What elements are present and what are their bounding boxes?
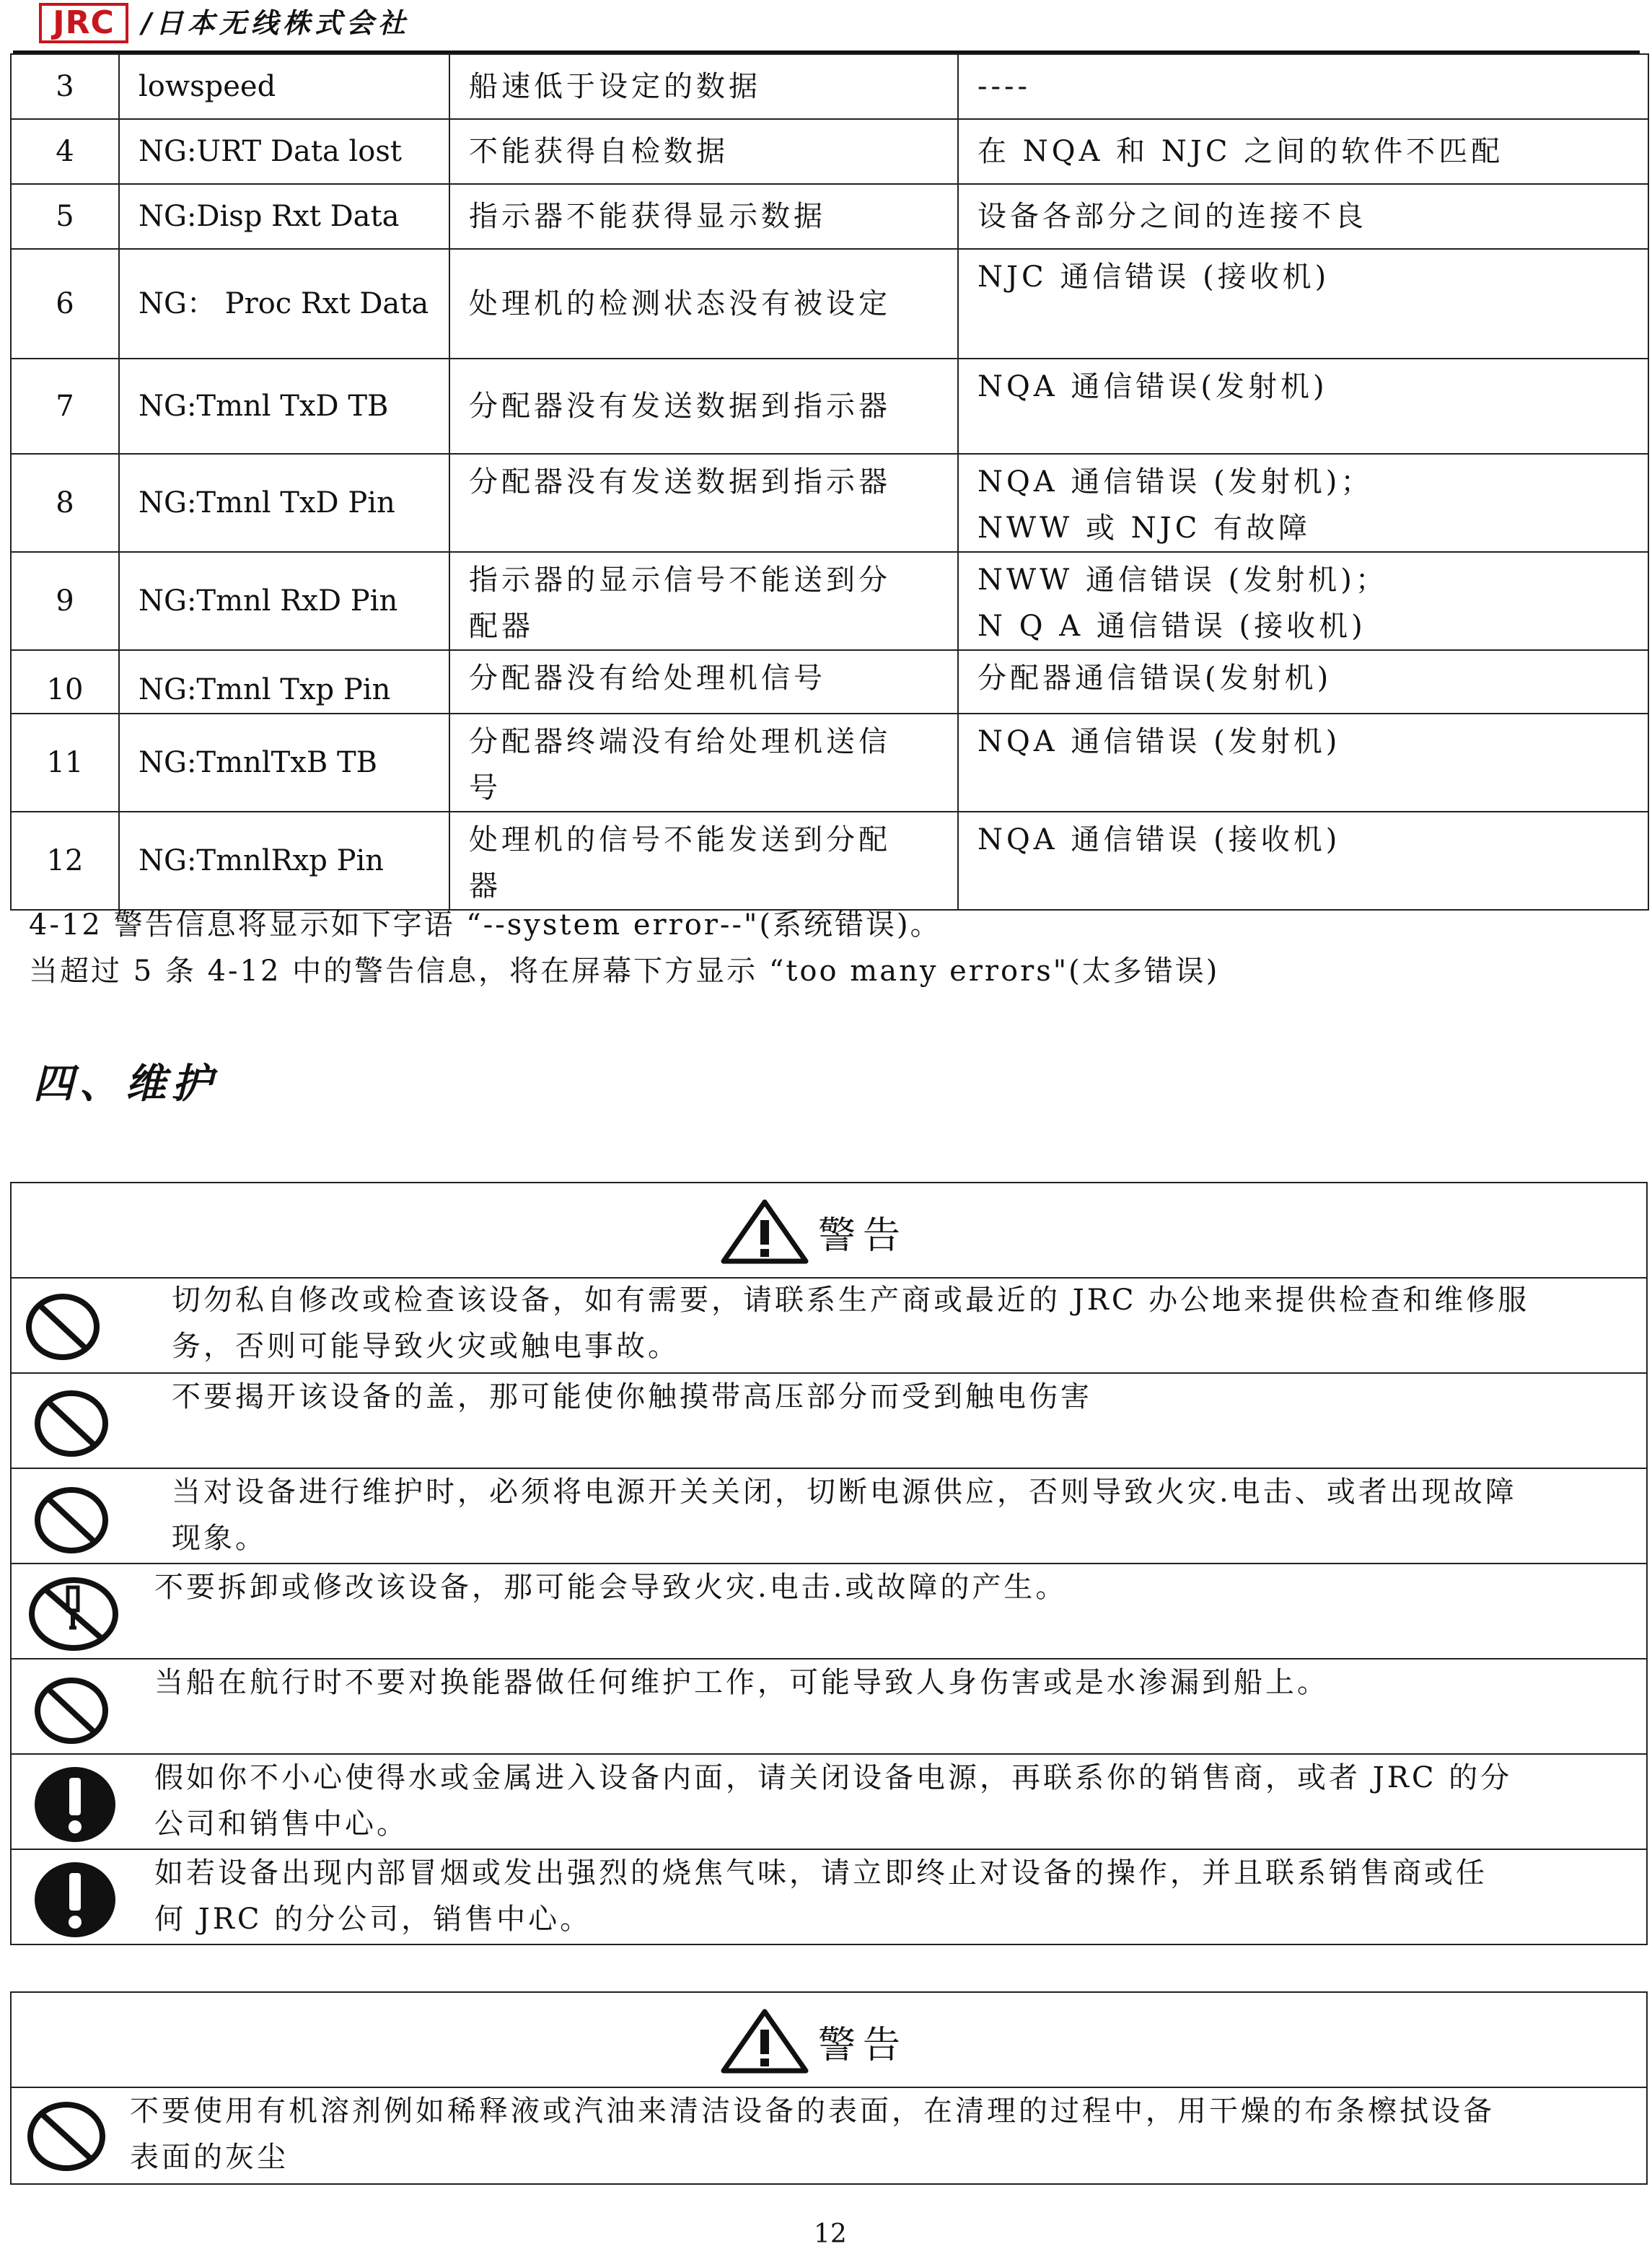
warning-text — [172, 1469, 1630, 1561]
warning-title: 警告 — [818, 2023, 908, 2067]
error-code: NG:TmnlRxp Pin — [119, 812, 449, 910]
prohibition-icon — [33, 1388, 110, 1459]
error-description — [449, 552, 958, 650]
row-number: 5 — [11, 184, 119, 249]
cause-line: NWW 或 NJC 有故障 — [977, 512, 1312, 545]
warning-text-line: 务，否则可能导致火灾或触电事故。 — [172, 1330, 680, 1363]
table-row — [11, 812, 1648, 910]
warning-text-line: 当船在航行时不要对换能器做任何维护工作，可能导致人身伤害或是水渗漏到船上。 — [154, 1666, 1329, 1699]
error-cause: NQA 通信错误 (接收机) — [958, 812, 1648, 910]
warning-item — [12, 1277, 1646, 1374]
error-cause: 在 NQA 和 NJC 之间的软件不匹配 — [958, 119, 1648, 184]
note-line: 4-12 警告信息将显示如下字语 “--system error--"(系统错误)。 — [29, 908, 941, 942]
warning-item — [12, 1659, 1646, 1755]
error-cause: ---- — [958, 54, 1648, 119]
error-cause: NQA 通信错误(发射机) — [958, 359, 1648, 454]
warning-triangle-icon — [720, 1198, 809, 1265]
warning-text — [172, 1277, 1630, 1369]
warning-text-line: 如若设备出现内部冒烟或发出强烈的烧焦气味，请立即终止对设备的操作，并且联系销售商或任 — [154, 1856, 1488, 1890]
error-code: NG： Proc Rxt Data — [119, 249, 449, 359]
warning-item — [12, 2087, 1646, 2185]
error-cause — [958, 454, 1648, 552]
description-line: 指示器的显示信号不能送到分 — [469, 564, 891, 597]
error-code: NG:Tmnl TxD TB — [119, 359, 449, 454]
warning-text — [154, 1755, 1630, 1847]
table-row — [11, 454, 1648, 552]
cause-line: NWW 通信错误 (发射机)； — [977, 564, 1388, 597]
warning-header — [12, 1183, 1646, 1279]
table-row — [11, 54, 1648, 119]
error-description: 不能获得自检数据 — [449, 119, 958, 184]
warning-text-line: 当对设备进行维护时，必须将电源开关关闭，切断电源供应，否则导致火灾.电击、或者出现故障 — [172, 1475, 1517, 1509]
row-number: 8 — [11, 454, 119, 552]
error-description: 分配器没有发送数据到指示器 — [449, 359, 958, 454]
warning-text-line: 切勿私自修改或检查该设备，如有需要，请联系生产商或最近的 JRC 办公地来提供检查和维修服 — [172, 1284, 1530, 1317]
prohibition-icon — [25, 1292, 101, 1362]
no-disassembly-icon — [27, 1576, 120, 1652]
warning-triangle-icon — [720, 2008, 809, 2074]
error-description: 分配器没有给处理机信号 — [449, 650, 958, 714]
warning-box — [10, 1182, 1648, 1945]
error-description: 分配器没有发送数据到指示器 — [449, 454, 958, 552]
warning-text-line: 假如你不小心使得水或金属进入设备内面，请关闭设备电源，再联系你的销售商，或者 JRC 的分 — [154, 1761, 1513, 1794]
error-cause: NJC 通信错误 (接收机) — [958, 249, 1648, 359]
row-number: 11 — [11, 714, 119, 812]
table-row — [11, 714, 1648, 812]
warning-text-line: 不要揭开该设备的盖，那可能使你触摸带高压部分而受到触电伤害 — [172, 1380, 1092, 1413]
row-number: 6 — [11, 249, 119, 359]
warning-item — [12, 1850, 1646, 1945]
warning-text-line: 公司和销售中心。 — [154, 1807, 408, 1841]
warning-header — [12, 1993, 1646, 2088]
description-line: 处理机的信号不能发送到分配 — [469, 823, 891, 856]
description-line: 分配器终端没有给处理机送信 — [469, 725, 891, 758]
error-code: NG:Tmnl TxD Pin — [119, 454, 449, 552]
warning-text-line: 何 JRC 的分公司，销售中心。 — [154, 1903, 592, 1936]
warning-item — [12, 1755, 1646, 1850]
note-line: 当超过 5 条 4-12 中的警告信息，将在屏幕下方显示 “too many errors"(太多错误) — [29, 955, 1220, 988]
error-cause: 分配器通信错误(发射机) — [958, 650, 1648, 714]
row-number: 7 — [11, 359, 119, 454]
prohibition-icon — [33, 1675, 110, 1746]
section-title: 四、维护 — [33, 1060, 218, 1108]
error-code: lowspeed — [119, 54, 449, 119]
warning-text — [172, 1374, 1630, 1420]
table-row — [11, 184, 1648, 249]
error-description: 船速低于设定的数据 — [449, 54, 958, 119]
jrc-logo: JRC — [39, 3, 128, 43]
warning-text — [154, 1659, 1630, 1706]
warning-text-line: 不要使用有机溶剂例如稀释液或汽油来清洁设备的表面，在清理的过程中，用干燥的布条檫拭设备 — [130, 2095, 1495, 2128]
warning-item — [12, 1374, 1646, 1469]
prohibition-icon — [26, 2100, 107, 2173]
row-number: 3 — [11, 54, 119, 119]
table-row — [11, 359, 1648, 454]
row-number: 9 — [11, 552, 119, 650]
warning-item — [12, 1564, 1646, 1659]
warning-text — [130, 2088, 1630, 2180]
error-description: 处理机的检测状态没有被设定 — [449, 249, 958, 359]
warning-box — [10, 1991, 1648, 2185]
description-line: 配器 — [469, 610, 534, 643]
warning-text-line: 现象。 — [172, 1522, 267, 1555]
mandatory-exclamation-icon — [33, 1765, 117, 1844]
row-number: 4 — [11, 119, 119, 184]
warning-text — [154, 1850, 1630, 1942]
table-row — [11, 119, 1648, 184]
page-number: 12 — [814, 2219, 847, 2249]
mandatory-exclamation-icon — [33, 1860, 117, 1939]
table-row — [11, 249, 1648, 359]
table-row — [11, 650, 1648, 714]
row-number: 12 — [11, 812, 119, 910]
description-line: 号 — [469, 771, 501, 804]
warning-text-line: 表面的灰尘 — [130, 2141, 289, 2174]
error-code: NG:URT Data lost — [119, 119, 449, 184]
error-code: NG:Tmnl RxD Pin — [119, 552, 449, 650]
warning-title: 警告 — [818, 1214, 908, 1258]
error-message-table — [10, 53, 1649, 911]
warning-text-line: 不要拆卸或修改该设备，那可能会导致火灾.电击.或故障的产生。 — [154, 1571, 1068, 1604]
error-code: NG:TmnlTxB TB — [119, 714, 449, 812]
error-cause: 设备各部分之间的连接不良 — [958, 184, 1648, 249]
error-cause: NQA 通信错误 (发射机) — [958, 714, 1648, 812]
warning-item — [12, 1469, 1646, 1564]
cause-line: NQA 通信错误 (发射机)； — [977, 465, 1374, 499]
page-header — [0, 0, 1652, 58]
warning-text — [154, 1564, 1630, 1610]
error-description — [449, 812, 958, 910]
prohibition-icon — [33, 1485, 110, 1556]
description-line: 器 — [469, 869, 501, 903]
error-description — [449, 714, 958, 812]
row-number: 10 — [11, 650, 119, 714]
cause-line: N Q A 通信错误 (接收机) — [977, 610, 1366, 643]
error-code: NG:Disp Rxt Data — [119, 184, 449, 249]
table-row — [11, 552, 1648, 650]
company-name: /日本无线株式会社 — [141, 6, 410, 39]
error-code: NG:Tmnl Txp Pin — [119, 650, 449, 714]
error-description: 指示器不能获得显示数据 — [449, 184, 958, 249]
error-cause — [958, 552, 1648, 650]
